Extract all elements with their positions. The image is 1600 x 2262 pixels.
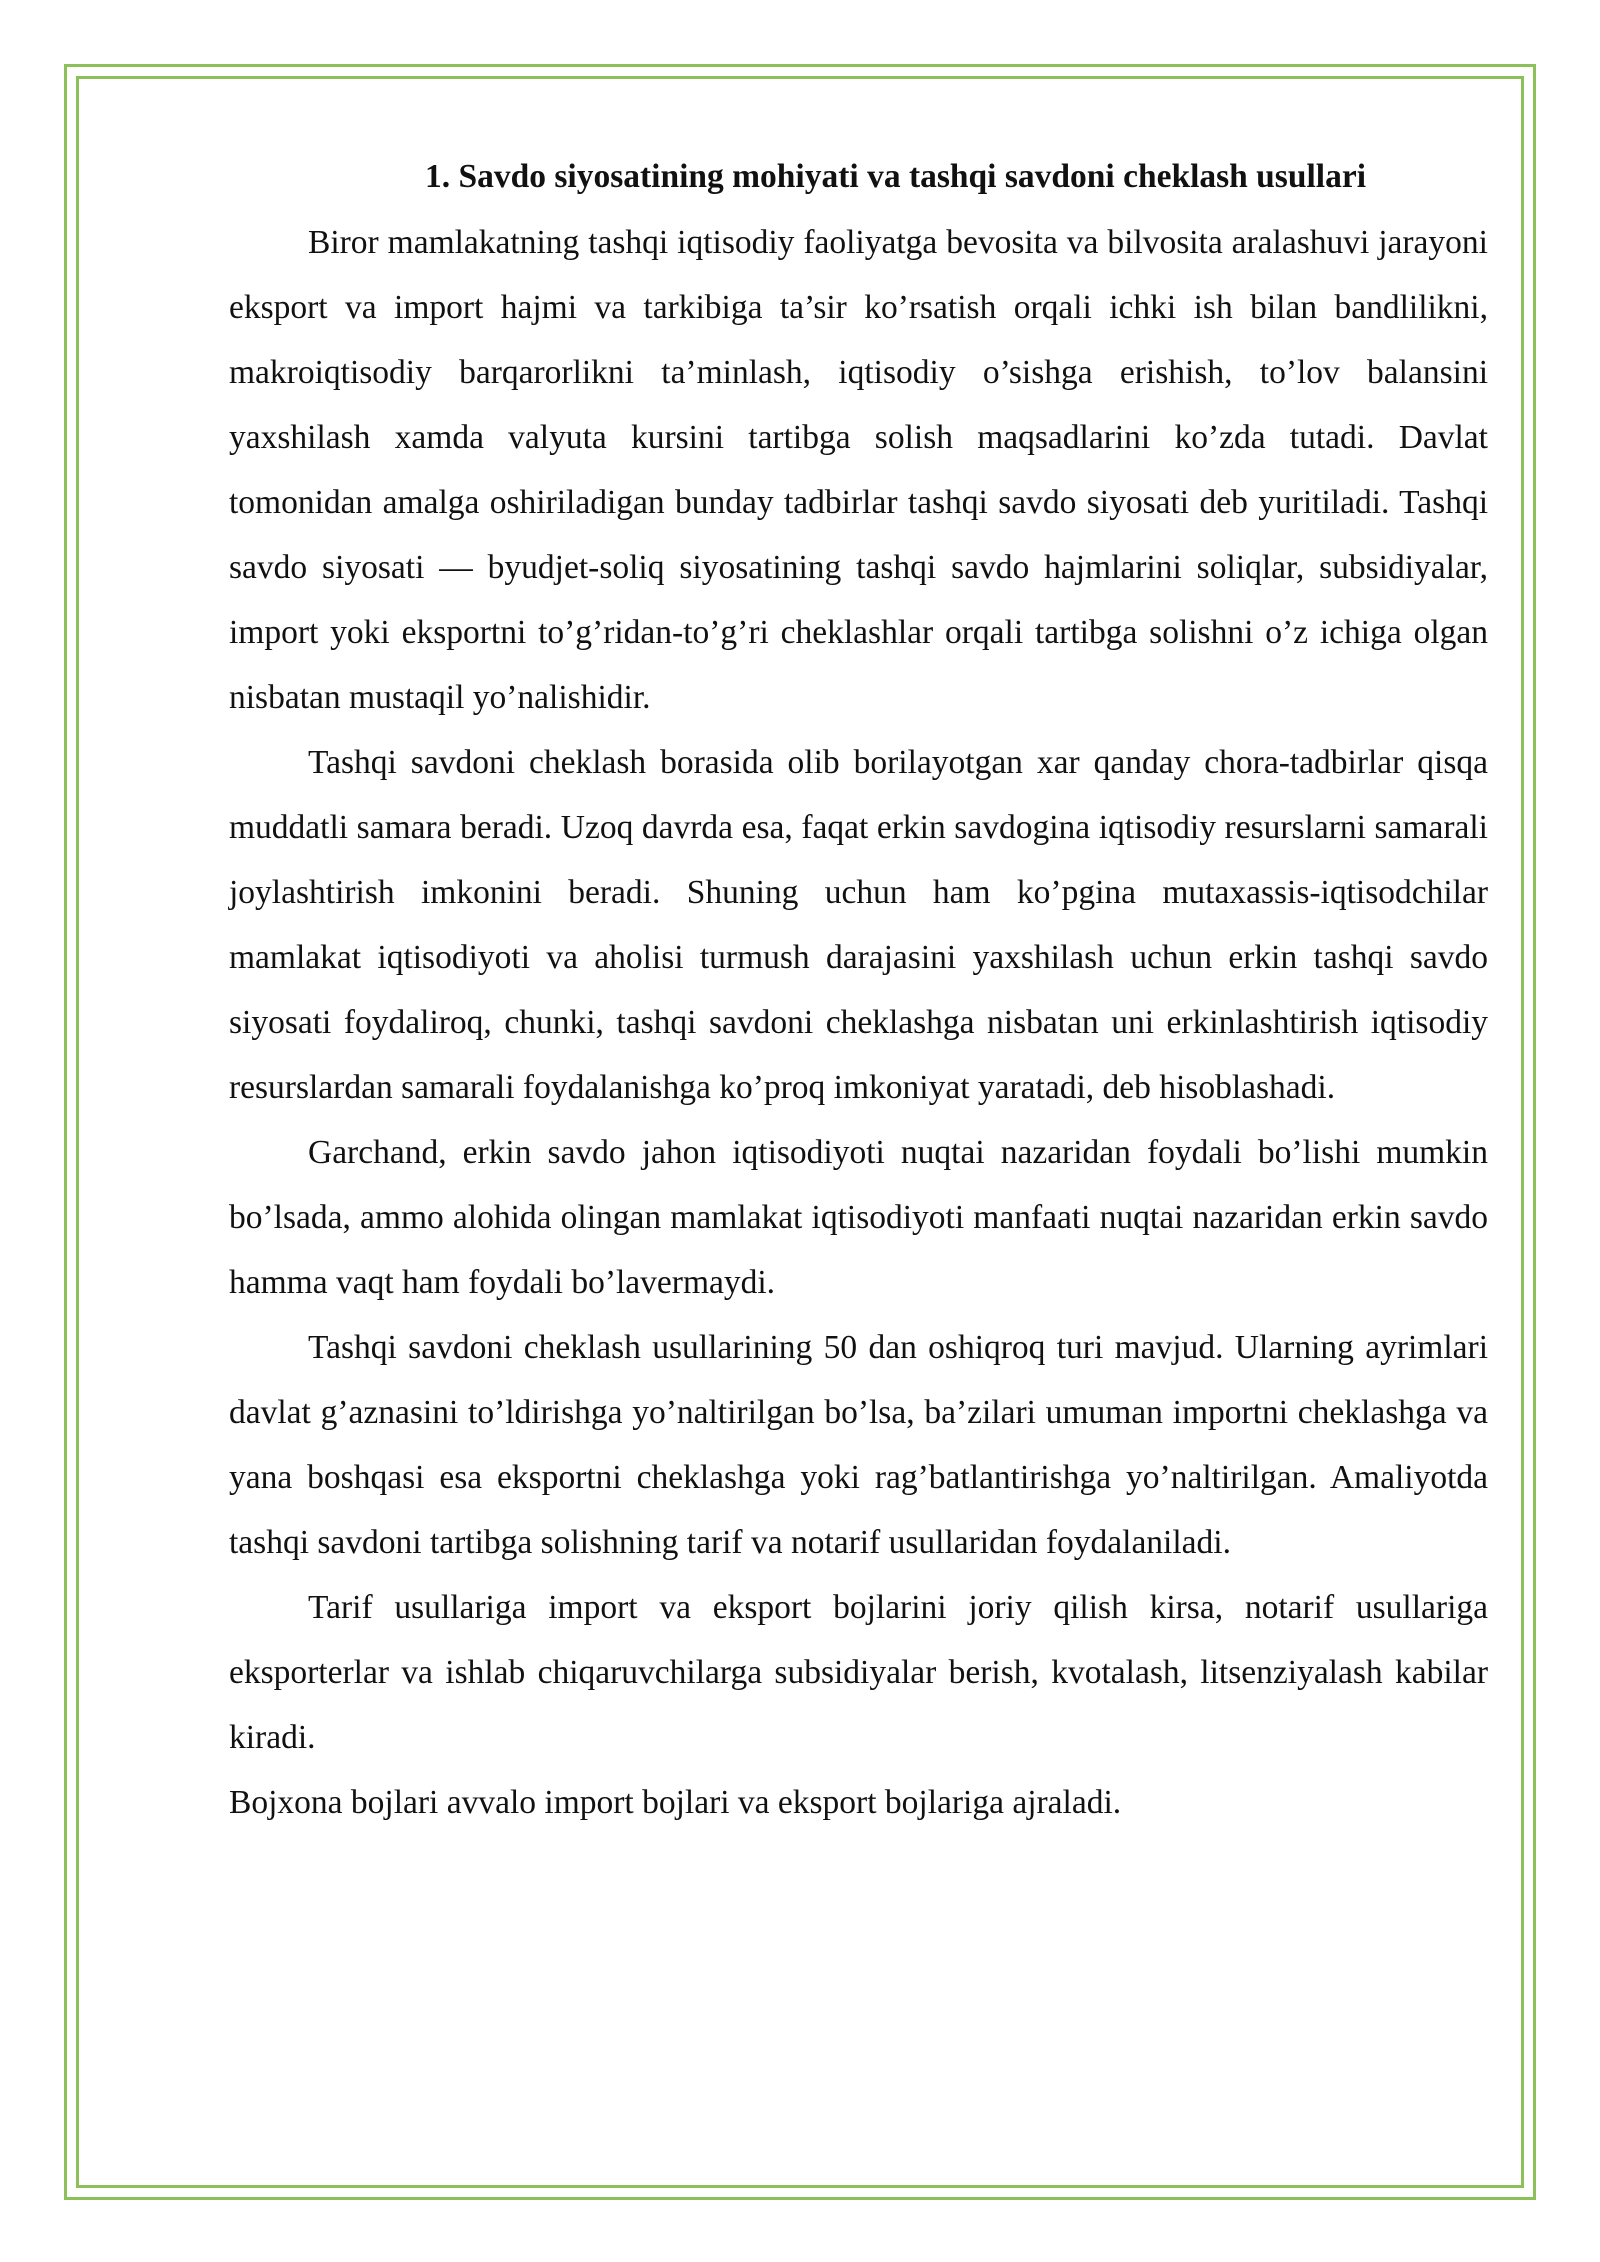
paragraph-4: Tashqi savdoni cheklash usullarining 50 dan oshiqroq turi mavjud. Ularning ayrimlari davlat g’aznasini to’ldirishga yo’naltirilgan bo’lsa, ba’zilari umuman importni cheklashga va yana boshqasi esa eksportni cheklashga yoki rag’batlantirishga yo’naltirilgan. Amaliyotda tashqi savdoni tartibga solishning tarif va notarif usullaridan foydalaniladi. [229,1329,1488,1561]
paragraph-6: Bojxona bojlari avvalo import bojlari va eksport bojlariga ajraladi. [229,1784,1122,1821]
paragraph-2: Tashqi savdoni cheklash borasida olib borilayotgan xar qanday chora-tadbirlar qisqa muddatli samara beradi. Uzoq davrda esa, faqat erkin savdogina iqtisodiy resurslarni samarali joylashtirish imkonini beradi. Shuning uchun ham ko’pgina mutaxassis-iqtisodchilar mamlakat iqtisodiyoti va aholisi turmush darajasini yaxshilash uchun erkin tashqi savdo siyosati foydaliroq, chunki, tashqi savdoni cheklashga nisbatan uni erkinlashtirish iqtisodiy resurslardan samarali foydalanishga ko’proq imkoniyat yaratadi, deb hisoblashadi. [229,744,1488,1106]
section-heading: 1. Savdo siyosatining mohiyati va tashqi savdoni cheklash usullari [424,158,1367,195]
paragraph-1: Biror mamlakatning tashqi iqtisodiy faoliyatga bevosita va bilvosita aralashuvi jarayoni eksport va import hajmi va tarkibiga ta’sir ko’rsatish orqali ichki ish bilan bandlilikni, makroiqtisodiy barqarorlikni ta’minlash, iqtisodiy o’sishga erishish, to’lov balansini yaxshilash xamda valyuta kursini tartibga solish maqsadlarini ko’zda tutadi. Davlat tomonidan amalga oshiriladigan bunday tadbirlar tashqi savdo siyosati deb yuritiladi. Tashqi savdo siyosati — byudjet-soliq siyosatining tashqi savdo hajmlarini soliqlar, subsidiyalar, import yoki eksportni to’g’ridan-to’g’ri cheklashlar orqali tartibga solishni o’z ichiga olgan nisbatan mustaqil yo’nalishidir. [229,224,1488,716]
paragraph-5: Tarif usullariga import va eksport bojlarini joriy qilish kirsa, notarif usullariga eksporterlar va ishlab chiqaruvchilarga subsidiyalar berish, kvotalash, litsenziyalash kabilar kiradi. [229,1589,1488,1756]
document-body [229,148,1488,1835]
paragraph-3: Garchand, erkin savdo jahon iqtisodiyoti nuqtai nazaridan foydali bo’lishi mumkin bo’lsada, ammo alohida olingan mamlakat iqtisodiyoti manfaati nuqtai nazaridan erkin savdo hamma vaqt ham foydali bo’lavermaydi. [229,1134,1488,1301]
